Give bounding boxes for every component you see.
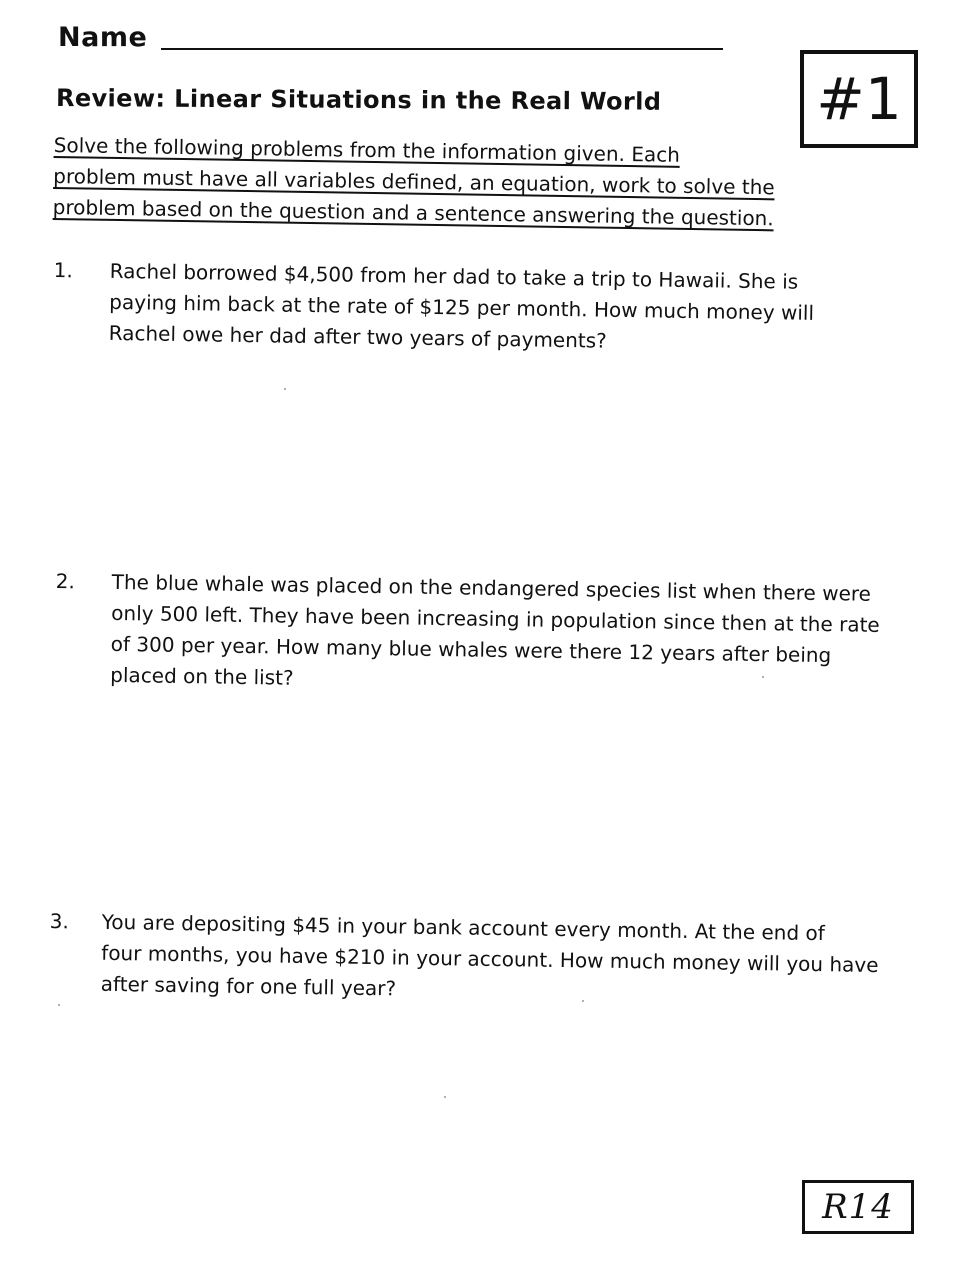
name-field[interactable]: [161, 48, 723, 50]
instructions-line: problem based on the question and a sentence answering the question.: [52, 194, 774, 231]
problem-line: You are depositing $45 in your bank account every month. At the end of: [101, 909, 825, 946]
scan-speck: [444, 1096, 446, 1098]
problem-line: after saving for one full year?: [100, 971, 397, 1001]
problem-line: Rachel borrowed $4,500 from her dad to take a trip to Hawaii. She is: [109, 258, 799, 294]
problem-2: [54, 566, 880, 703]
instructions: [53, 130, 814, 235]
scan-speck: [284, 388, 286, 390]
scan-speck: [58, 1004, 60, 1006]
instructions-line: problem must have all variables defined, an equation, work to solve the: [53, 163, 775, 200]
problem-text: [109, 256, 815, 360]
name-row: [58, 22, 723, 53]
scan-speck: [582, 1000, 584, 1002]
problem-line: Rachel owe her dad after two years of payments?: [108, 320, 607, 353]
problem-number: 1.: [53, 257, 74, 283]
problem-number: 2.: [55, 568, 76, 594]
problem-line: of 300 per year. How many blue whales were there 12 years after being: [110, 631, 832, 668]
problem-text: [110, 567, 880, 703]
problem-line: paying him back at the rate of $125 per month. How much money will: [109, 289, 815, 325]
worksheet-number-box: #1: [800, 50, 918, 148]
scan-speck: [762, 676, 764, 678]
problem-line: four months, you have $210 in your account. How much money will you have: [101, 940, 879, 978]
problem-line: The blue whale was placed on the endangered species list when there were: [111, 569, 872, 606]
problem-1: [53, 255, 815, 360]
page-title: Review: Linear Situations in the Real World: [55, 84, 662, 116]
problem-number: 3.: [49, 908, 70, 934]
problem-line: only 500 left. They have been increasing in population since then at the rate: [111, 600, 880, 637]
worksheet-code-box: R14: [802, 1180, 914, 1234]
problem-text: [101, 907, 880, 1012]
instructions-line: Solve the following problems from the information given. Each: [53, 132, 681, 167]
name-label: Name: [58, 22, 148, 53]
problem-line: placed on the list?: [110, 662, 294, 690]
problem-3: [49, 906, 880, 1012]
